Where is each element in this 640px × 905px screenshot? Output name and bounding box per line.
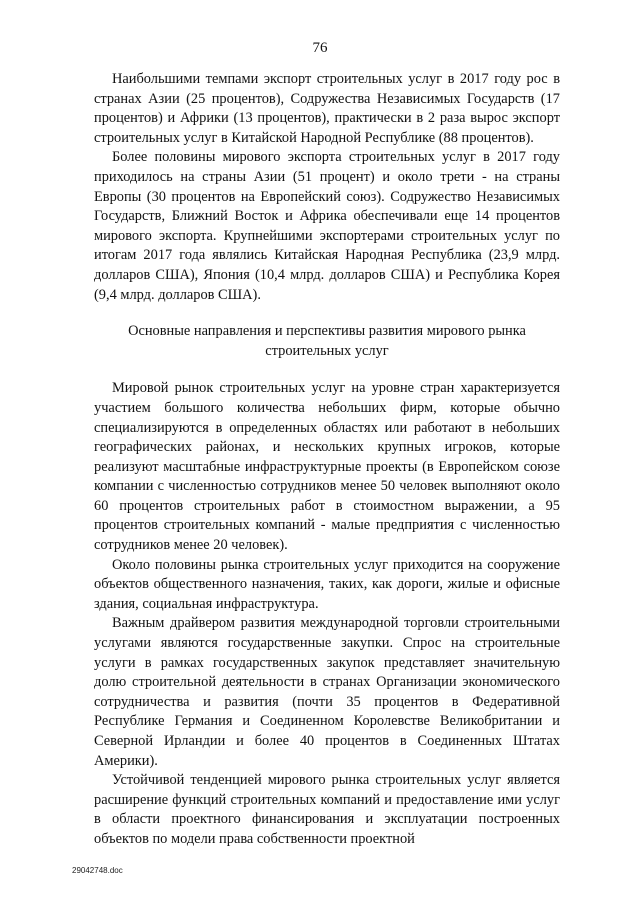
- section-heading-line-1: Основные направления и перспективы развития мирового рынка: [128, 323, 526, 340]
- paragraph-export-growth: Наибольшими темпами экспорт строительных услуг в 2017 году рос в странах Азии (25 процентов), Содружества Независимых Государств (17 процентов) и Африки (13 процентов), практически в 2 раза вырос экспорт строительных услуг в Китайской Народной Республике (88 процентов).: [94, 71, 560, 146]
- paragraph-market-trend: Устойчивой тенденцией мирового рынка строительных услуг является расширение функций строительных компаний и предоставление ими услуг в области проектного финансирования и эксплуатации построенных объектов по модели права собственности проектной: [94, 772, 560, 847]
- section-heading: [94, 322, 560, 361]
- paragraph-export-share: Более половины мирового экспорта строительных услуг в 2017 году приходилось на страны Азии (51 процент) и около трети - на страны Европы (30 процентов на Европейский союз). Содружество Независимых Государств, Ближний Восток и Африка обеспечивали еще 14 процентов мирового экспорта. Крупнейшими экспортерами строительных услуг по итогам 2017 года являлись Китайская Народная Республика (23,9 млрд. долларов США), Япония (10,4 млрд. долларов США) и Республика Корея (9,4 млрд. долларов США).: [94, 149, 560, 303]
- paragraph-market-structure: Мировой рынок строительных услуг на уровне стран характеризуется участием большого количества небольших фирм, которые обычно специализируются в определенных областях или работают в небольших географических районах, и нескольких крупных игроков, которые реализуют масштабные инфраструктурные проекты (в Европейском союзе компании с численностью сотрудников менее 50 человек выполняют около 60 процентов строительных работ в стоимостном выражении, а 95 процентов строительных компаний - малые предприятия с численностью сотрудников менее 20 человек).: [94, 380, 560, 554]
- footer-file-name: 29042748.doc: [72, 866, 123, 875]
- section-heading-line-2: строительных услуг: [265, 342, 389, 359]
- document-body: [94, 70, 560, 850]
- paragraph-public-procurement: Важным драйвером развития международной торговли строительными услугами являются государственные закупки. Спрос на строительные услуги в рамках государственных закупок представляет значительную долю строительной деятельности в странах Организации экономического сотрудничества и развития (почти 35 процентов в Федеративной Республике Германия и Соединенном Королевстве Великобритании и Северной Ирландии и более 40 процентов в Соединенных Штатах Америки).: [94, 615, 560, 769]
- paragraph-public-facilities: Около половины рынка строительных услуг приходится на сооружение объектов общественного назначения, таких, как дороги, жилые и офисные здания, социальная инфраструктура.: [94, 556, 560, 612]
- page-number: 76: [312, 40, 328, 56]
